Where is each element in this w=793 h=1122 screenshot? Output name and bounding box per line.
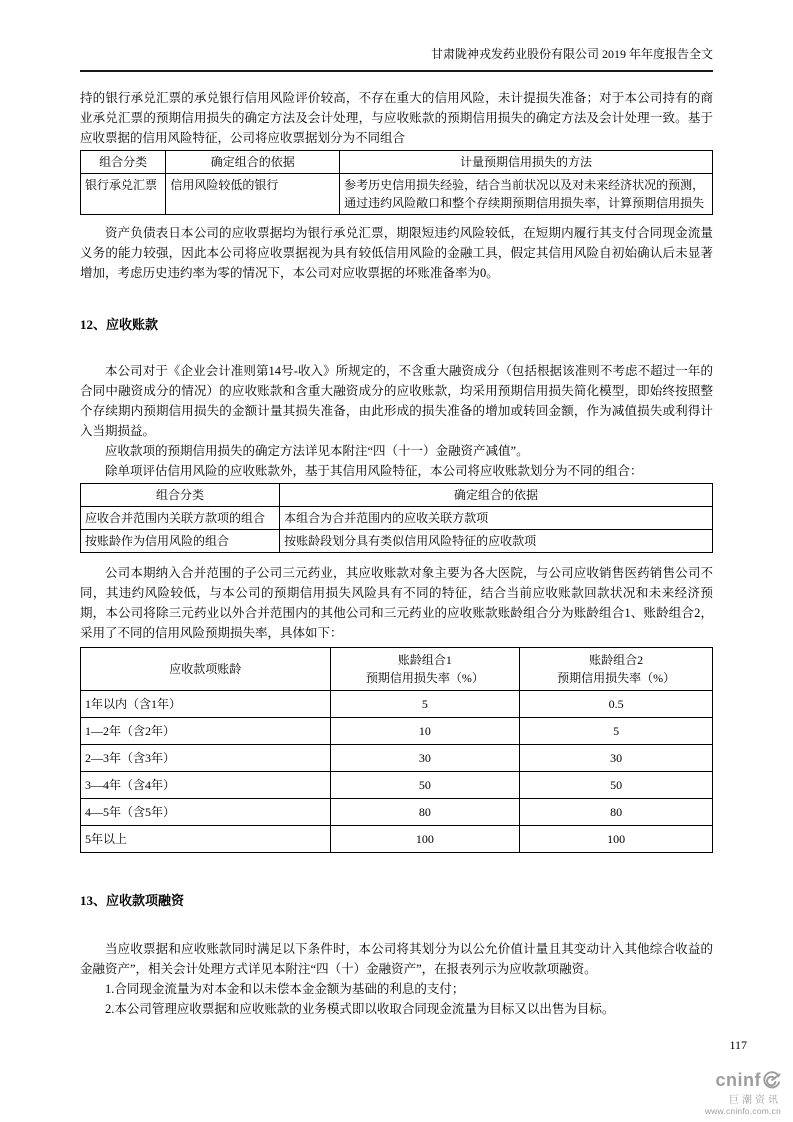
table-header-cell: 计量预期信用损失的方法 xyxy=(340,151,713,174)
table-row xyxy=(81,745,713,772)
table-cell: 银行承兑汇票 xyxy=(81,174,166,215)
table-cell: 按账龄段划分具有类似信用风险特征的应收款项 xyxy=(280,530,713,553)
group2-header-cell xyxy=(520,648,713,691)
section-heading-12: 12、应收账款 xyxy=(80,317,159,332)
aging-header-cell: 应收款项账龄 xyxy=(81,648,331,691)
aging-label-cell: 3—4年（含4年） xyxy=(81,772,331,799)
table-row xyxy=(81,507,713,530)
rate-cell: 30 xyxy=(520,745,713,772)
table-header-cell: 确定组合的依据 xyxy=(166,151,340,174)
cninfo-logo-text: cninf xyxy=(715,1070,761,1090)
rate-cell: 30 xyxy=(330,745,520,772)
aging-label-cell: 4—5年（含5年） xyxy=(81,799,331,826)
aging-loss-rate-table xyxy=(80,647,713,853)
aging-label-cell: 2—3年（含3年） xyxy=(81,745,331,772)
rate-cell: 80 xyxy=(520,799,713,826)
aging-label-cell: 5年以上 xyxy=(81,826,331,853)
cninfo-logo-top xyxy=(689,1070,781,1090)
list-item-1: 1.合同现金流量为对本金和以未偿本金金额为基础的利息的支付； xyxy=(105,982,465,996)
table-header-row xyxy=(81,151,713,174)
group1-title: 账龄组合1 xyxy=(397,653,452,667)
paragraph-12-1: 本公司对于《企业会计准则第14号-收入》所规定的，不含重大融资成分（包括根据该准则不考虑不超过一年的合同中融资成分的情况）的应收账款和含重大融资成分的应收账款，均采用预期信用损失简化模型，即始终按照整个存续期内预期信用损失的金额计量其损失准备，由此形成的损失准备的增加或转回金额，作为减值损失或利得计入当期损益。 xyxy=(80,364,713,438)
paragraph-12-3: 除单项评估信用风险的应收账款外，基于其信用风险特征，本公司将应收账款划分为不同的组合： xyxy=(105,464,643,478)
paragraph-12-2: 应收款项的预期信用损失的确定方法详见本附注“四（十一）金融资产减值”。 xyxy=(105,444,529,458)
aging-label-cell: 1年以内（含1年） xyxy=(81,691,331,718)
group2-title: 账龄组合2 xyxy=(589,653,644,667)
table-cell: 按账龄作为信用风险的组合 xyxy=(81,530,280,553)
table-row xyxy=(81,691,713,718)
rate-cell: 5 xyxy=(330,691,520,718)
rate-cell: 10 xyxy=(330,718,520,745)
rate-cell: 5 xyxy=(520,718,713,745)
cninfo-brand-text: 巨潮资讯 xyxy=(729,1095,781,1106)
table-row xyxy=(81,826,713,853)
paragraph-balance-sheet: 资产负债表日本公司的应收票据均为银行承兑汇票，期限短违约风险较低，在短期内履行其支付合同现金流量义务的能力较强，因此本公司将应收票据视为具有较低信用风险的金融工具，假定其信用风险自初始确认后未显著增加，考虑历史违约率为零的情况下，本公司对应收票据的坏账准备率为0。 xyxy=(80,226,713,280)
table-header-row xyxy=(81,648,713,691)
table-cell: 参考历史信用损失经验，结合当前状况以及对未来经济状况的预测，通过违约风险敞口和整个存续期预期信用损失率，计算预期信用损失 xyxy=(340,174,713,215)
rate-cell: 80 xyxy=(330,799,520,826)
table-header-row xyxy=(81,484,713,507)
list-item-2: 2.本公司管理应收票据和应收账款的业务模式即以收取合同现金流量为目标又以出售为目标。 xyxy=(105,1002,615,1016)
page-number: 117 xyxy=(729,1038,747,1052)
table-row xyxy=(81,718,713,745)
paragraph-12-4: 公司本期纳入合并范围的子公司三元药业，其应收账款对象主要为各大医院，与公司应收销售医药销售公司不同，其违约风险较低，与本公司的预期信用损失风险具有不同的特征，结合当前应收账款回款状况和未来经济预期，本公司将除三元药业以外合并范围内的其他公司和三元药业的应收账款账龄组合分为账龄组合1、账龄组合2，采用了不同的信用风险预期损失率，具体如下： xyxy=(80,566,713,640)
bills-portfolio-table xyxy=(80,150,713,215)
rate-cell: 100 xyxy=(330,826,520,853)
cninfo-logo xyxy=(689,1070,781,1116)
rate-cell: 50 xyxy=(520,772,713,799)
table-header-cell: 组合分类 xyxy=(81,484,280,507)
aging-label-cell: 1—2年（含2年） xyxy=(81,718,331,745)
rate-cell: 100 xyxy=(520,826,713,853)
cninfo-url-text: www.cninfo.com.cn xyxy=(704,1106,781,1116)
paragraph-13-1: 当应收票据和应收账款同时满足以下条件时，本公司将其划分为以公允价值计量且其变动计入其他综合收益的金融资产”，相关会计处理方式详见本附注“四（十）金融资产”，在报表列示为应收款项融资。 xyxy=(80,942,713,976)
table-row xyxy=(81,530,713,553)
table-cell: 本组合为合并范围内的应收关联方款项 xyxy=(280,507,713,530)
table-row xyxy=(81,772,713,799)
group2-subtitle: 预期信用损失率（%） xyxy=(557,671,676,685)
report-title: 甘肃陇神戎发药业股份有限公司 2019 年年度报告全文 xyxy=(430,47,713,61)
table-row xyxy=(81,799,713,826)
table-header-cell: 组合分类 xyxy=(81,151,166,174)
table-row xyxy=(81,174,713,215)
rate-cell: 50 xyxy=(330,772,520,799)
group1-header-cell xyxy=(330,648,520,691)
content-area xyxy=(80,88,713,1019)
group1-subtitle: 预期信用损失率（%） xyxy=(365,671,484,685)
table-cell: 信用风险较低的银行 xyxy=(166,174,340,215)
rate-cell: 0.5 xyxy=(520,691,713,718)
cninfo-globe-icon xyxy=(762,1071,781,1090)
receivables-groups-table xyxy=(80,483,713,553)
page-header xyxy=(80,46,713,72)
table-cell: 应收合并范围内关联方款项的组合 xyxy=(81,507,280,530)
paragraph-bills-continuation: 持的银行承兑汇票的承兑银行信用风险评价较高，不存在重大的信用风险，未计提损失准备；对于本公司持有的商业承兑汇票的预期信用损失的确定方法及会计处理，与应收账款的预期信用损失的确定方法及会计处理一致。基于应收票据的信用风险特征，公司将应收票据划分为不同组合 xyxy=(80,91,713,145)
section-heading-13: 13、应收款项融资 xyxy=(80,893,185,908)
table-header-cell: 确定组合的依据 xyxy=(280,484,713,507)
